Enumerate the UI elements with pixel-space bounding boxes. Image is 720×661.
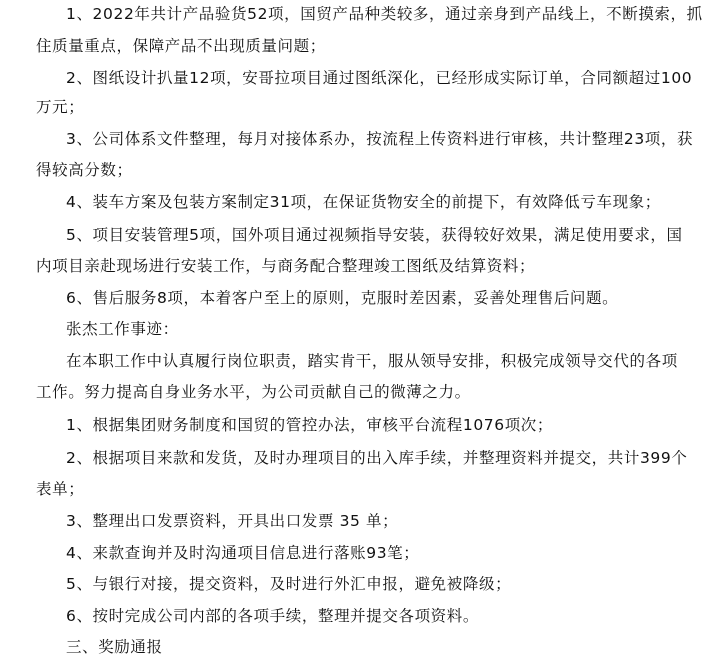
paragraph-line: 得较高分数； (36, 161, 133, 179)
paragraph-line: 工作。努力提高自身业务水平，为公司贡献自己的微薄之力。 (36, 383, 471, 401)
paragraph-line: 5、项目安装管理5项，国外项目通过视频指导安装，获得较好效果，满足使用要求，国 (66, 226, 683, 244)
paragraph-line: 住质量重点，保障产品不出现质量问题； (36, 37, 326, 55)
paragraph-line: 6、售后服务8项，本着客户至上的原则，克服时差因素，妥善处理售后问题。 (66, 289, 619, 307)
paragraph-line: 2、图纸设计扒量12项，安哥拉项目通过图纸深化，已经形成实际订单，合同额超过100 (66, 69, 693, 87)
paragraph-line: 3、整理出口发票资料，开具出口发票 35 单； (66, 512, 399, 530)
paragraph-line: 2、根据项目来款和发货，及时办理项目的出入库手续，并整理资料并提交，共计399个 (66, 449, 688, 467)
section-heading: 张杰工作事迹： (66, 320, 179, 338)
paragraph-line: 1、根据集团财务制度和国贸的管控办法，审核平台流程1076项次； (66, 416, 554, 434)
section-heading: 三、奖励通报 (66, 638, 163, 656)
paragraph-line: 万元； (36, 98, 85, 116)
paragraph-line: 表单； (36, 480, 85, 498)
paragraph-line: 内项目亲赴现场进行安装工作，与商务配合整理竣工图纸及结算资料； (36, 257, 536, 275)
paragraph-line: 4、装车方案及包装方案制定31项，在保证货物安全的前提下，有效降低亏车现象； (66, 193, 661, 211)
paragraph-line: 1、2022年共计产品验货52项，国贸产品种类较多，通过亲身到产品线上，不断摸索，抓 (66, 5, 703, 23)
paragraph-line: 在本职工作中认真履行岗位职责，踏实肯干，服从领导安排，积极完成领导交代的各项 (66, 352, 678, 370)
paragraph-line: 6、按时完成公司内部的各项手续，整理并提交各项资料。 (66, 607, 479, 625)
paragraph-line: 5、与银行对接，提交资料，及时进行外汇申报，避免被降级； (66, 575, 512, 593)
paragraph-line: 4、来款查询并及时沟通项目信息进行落账93笔； (66, 544, 420, 562)
paragraph-line: 3、公司体系文件整理，每月对接体系办，按流程上传资料进行审核，共计整理23项，获 (66, 130, 694, 148)
